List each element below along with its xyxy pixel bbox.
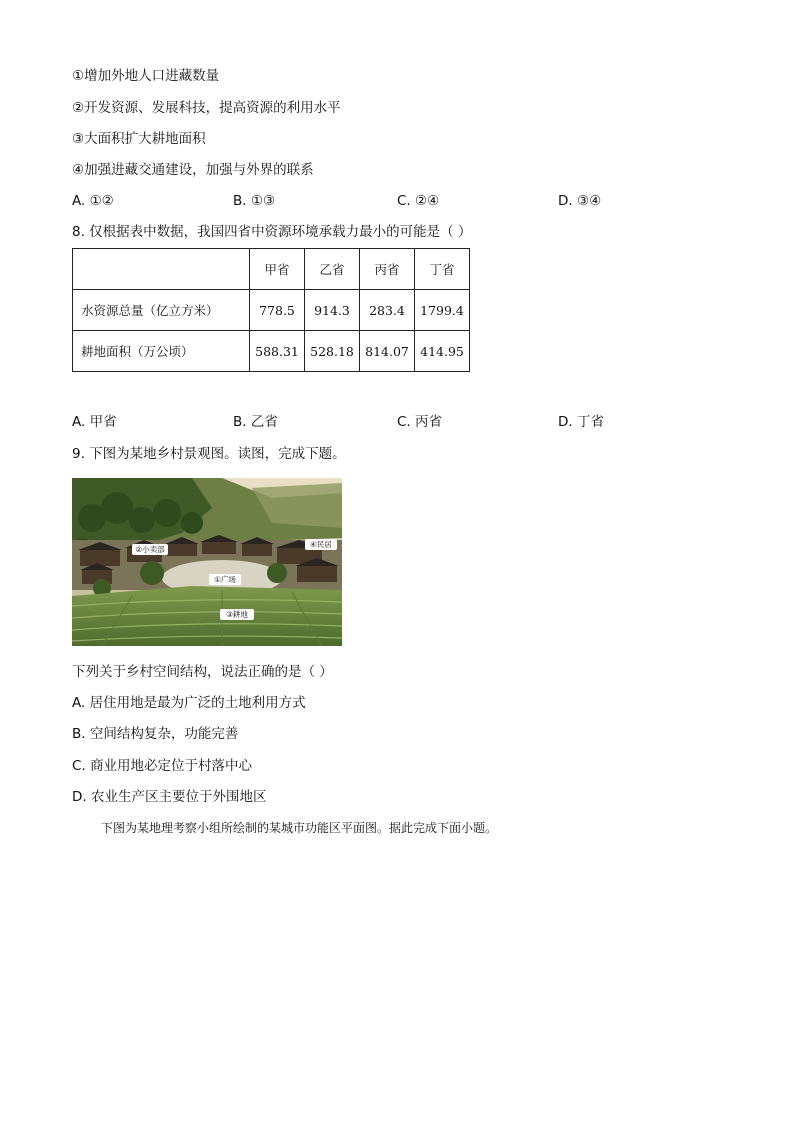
q8-choice-b: B. 乙省 xyxy=(233,414,278,430)
q8-choice-c: C. 丙省 xyxy=(397,414,443,430)
q7-option-2: ②开发资源、发展科技，提高资源的利用水平 xyxy=(72,100,341,116)
table-cell: 283.4 xyxy=(360,290,415,331)
village-landscape-photo xyxy=(72,478,342,646)
table-header-cell: 乙省 xyxy=(305,249,360,290)
q7-option-3: ③大面积扩大耕地面积 xyxy=(72,131,206,147)
q9-choice-d: D. 农业生产区主要位于外围地区 xyxy=(72,789,267,805)
q7-choice-a: A. ①② xyxy=(72,193,114,209)
table-row xyxy=(73,331,470,372)
q9-choice-c: C. 商业用地必定位于村落中心 xyxy=(72,758,253,774)
photo-label-residence: ④民居 xyxy=(310,540,332,549)
q7-choice-d: D. ③④ xyxy=(558,193,602,209)
table-header-cell: 丁省 xyxy=(415,249,470,290)
table-header-cell: 丙省 xyxy=(360,249,415,290)
q9-stem: 9. 下图为某地乡村景观图。读图，完成下题。 xyxy=(72,446,346,462)
table-cell: 778.5 xyxy=(250,290,305,331)
table-cell: 588.31 xyxy=(250,331,305,372)
q9-choice-b: B. 空间结构复杂，功能完善 xyxy=(72,726,239,742)
q7-choice-b: B. ①③ xyxy=(233,193,276,209)
table-corner-cell xyxy=(73,249,250,290)
q8-stem: 8. 仅根据表中数据，我国四省中资源环境承载力最小的可能是（ ） xyxy=(72,224,472,240)
q8-choice-d: D. 丁省 xyxy=(558,414,604,430)
table-row xyxy=(73,290,470,331)
photo-label-square: ①广场 xyxy=(214,575,236,584)
section-note: 下图为某地理考察小组所绘制的某城市功能区平面图。据此完成下面小题。 xyxy=(101,821,498,835)
q8-data-table xyxy=(72,248,470,372)
table-cell: 914.3 xyxy=(305,290,360,331)
q7-choice-c: C. ②④ xyxy=(397,193,440,209)
table-row-label: 耕地面积（万公顷） xyxy=(73,331,250,372)
q7-option-1: ①增加外地人口进藏数量 xyxy=(72,68,220,84)
photo-label-farmland: ③耕地 xyxy=(226,610,248,619)
table-header-row xyxy=(73,249,470,290)
q7-option-4: ④加强进藏交通建设，加强与外界的联系 xyxy=(72,162,314,178)
table-header-cell: 甲省 xyxy=(250,249,305,290)
q9-question: 下列关于乡村空间结构，说法正确的是（ ） xyxy=(72,664,333,680)
table-cell: 414.95 xyxy=(415,331,470,372)
q9-choice-a: A. 居住用地是最为广泛的土地利用方式 xyxy=(72,695,306,711)
q8-choice-a: A. 甲省 xyxy=(72,414,117,430)
table-cell: 814.07 xyxy=(360,331,415,372)
table-cell: 1799.4 xyxy=(415,290,470,331)
table-row-label: 水资源总量（亿立方米） xyxy=(73,290,250,331)
table-cell: 528.18 xyxy=(305,331,360,372)
photo-label-shop: ②小卖部 xyxy=(135,545,165,554)
